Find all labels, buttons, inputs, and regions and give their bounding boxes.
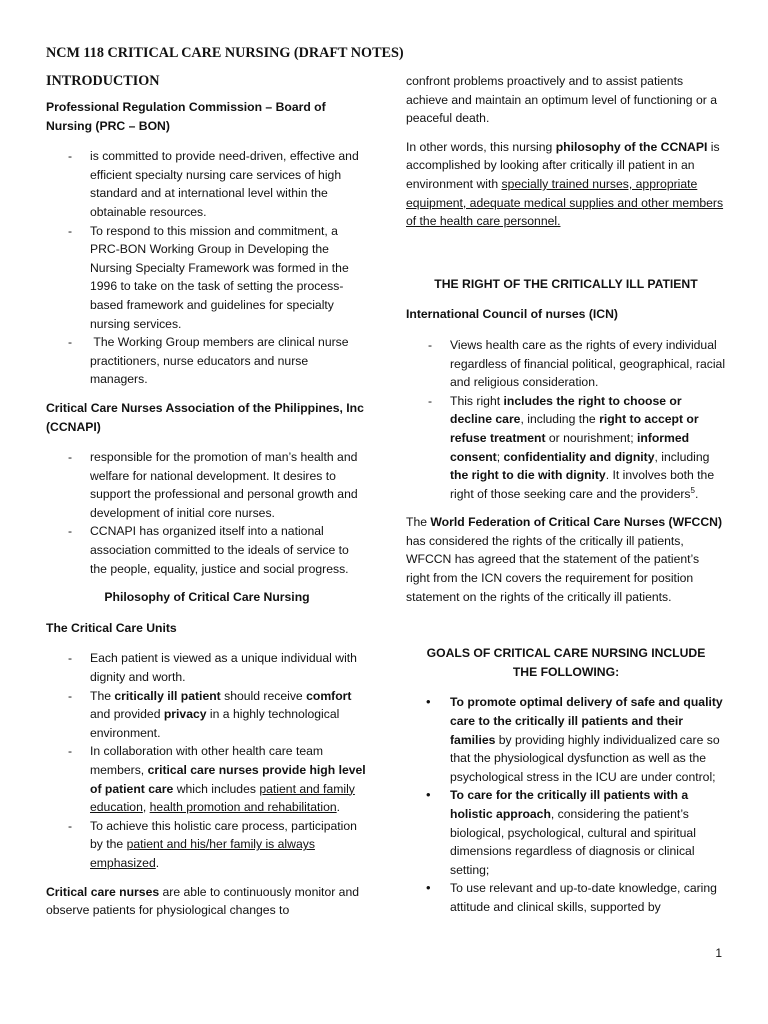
goals-list (406, 693, 726, 916)
list-item: • To care for the critically ill patients with a holistic approach, considering the patient’s biological, psychological, cultural and spiritual dimensions regardless of diagnosis or clinical setting; (426, 787, 696, 877)
prc-bon-heading: Professional Regulation Commission – Board of Nursing (PRC – BON) (46, 100, 326, 133)
continuation-paragraph: confront problems proactively and to assist patients achieve and maintain an optimum level of functioning or a peaceful death. (406, 74, 717, 126)
dash-marker: - (68, 149, 73, 164)
dash-marker: - (428, 337, 433, 352)
wfccn-paragraph: The World Federation of Critical Care Nurses (WFCCN) has considered the rights of the critically ill patients, WFCCN has agreed that the statement of the patient’s right from the ICN covers the requirement for position statement on the rights of the critically ill patients. (406, 515, 723, 604)
list-item: • To promote optimal delivery of safe and quality care to the critically ill patients and their families by providing highly individualized care so that the physiological dysfunction as well as the psychological stress in the ICU are under control; (426, 694, 723, 784)
list-item: - The Working Group members are clinical nurse practitioners, nurse educators and nurse managers. (68, 335, 352, 387)
bullet-marker: • (426, 787, 431, 803)
right-column (406, 72, 726, 917)
list-item: - Each patient is viewed as a unique individual with dignity and worth. (68, 651, 357, 685)
list-item: - To achieve this holistic care process, participation by the patient and his/her family is always emphasized. (68, 818, 357, 870)
list-item: - Views health care as the rights of every individual regardless of financial political, geographical, racial and religious consideration. (428, 337, 726, 390)
icn-heading: International Council of nurses (ICN) (406, 307, 618, 322)
page-number: 1 (715, 946, 722, 960)
dash-marker: - (68, 651, 73, 666)
ccnapi-list (46, 448, 368, 578)
list-item: - CCNAPI has organized itself into a national association committed to the ideals of service to the people, equality, justice and social progress. (68, 524, 349, 576)
dash-marker: - (428, 393, 433, 408)
dash-marker: - (68, 818, 73, 833)
patient-rights-heading: THE RIGHT OF THE CRITICALLY ILL PATIENT (434, 276, 698, 291)
list-item: - The critically ill patient should receive comfort and provided privacy in a highly technological environment. (68, 688, 352, 740)
critical-care-units-heading: The Critical Care Units (46, 620, 177, 635)
bullet-marker: • (426, 694, 431, 710)
section-heading-introduction: INTRODUCTION (46, 73, 160, 89)
goals-heading: GOALS OF CRITICAL CARE NURSING INCLUDE THE FOLLOWING: (426, 646, 706, 679)
list-item: - This right includes the right to choose or decline care, including the right to accept or refuse treatment or nourishment; informed consent; confidentiality and dignity, including the right to die with dignity. It involves both the right of those seeking care and the providers$^5$. (428, 393, 715, 501)
critical-care-units-list (46, 649, 368, 872)
philosophy-summary-paragraph: In other words, this nursing philosophy of the CCNAPI is accomplished by looking after critically ill patient in an environment with specially trained nurses, appropriate equipment, adequate medical supplies and other members of the health care personnel. (406, 139, 724, 229)
list-item: - To respond to this mission and commitment, a PRC-BON Working Group in Developing the Nursing Specialty Framework was formed in the 1996 to take on the task of setting the process-based framework and guidelines for specialty nursing services. (68, 223, 349, 331)
dash-marker: - (68, 450, 73, 465)
bullet-marker: • (426, 880, 431, 896)
left-column (46, 44, 404, 928)
prc-bon-list (46, 147, 368, 389)
philosophy-heading: Philosophy of Critical Care Nursing (104, 590, 310, 605)
monitor-paragraph: Critical care nurses are able to continuously monitor and observe patients for physiological changes to (46, 884, 360, 918)
dash-marker: - (68, 744, 73, 759)
footnote-marker: 5 (690, 485, 695, 495)
ccnapi-heading: Critical Care Nurses Association of the Philippines, Inc (CCNAPI) (46, 400, 364, 434)
document-title: NCM 118 CRITICAL CARE NURSING (DRAFT NOTES) (46, 45, 404, 61)
list-item: • To use relevant and up-to-date knowledge, caring attitude and clinical skills, supported by (426, 880, 717, 914)
list-item: - is committed to provide need-driven, effective and efficient specialty nursing care services of high standard and at international level within the obtainable resources. (68, 149, 359, 219)
dash-marker: - (68, 688, 73, 703)
dash-marker: - (68, 223, 73, 238)
dash-marker: - (68, 335, 73, 350)
icn-list (406, 336, 726, 503)
list-item: - In collaboration with other health care team members, critical care nurses provide high level of patient care which includes patient and family education, health promotion and rehabilitation. (68, 744, 366, 815)
list-item: - responsible for the promotion of man’s health and welfare for national development. It desires to support the professional and personal growth and development of initial core nurses. (68, 450, 358, 520)
dash-marker: - (68, 524, 73, 539)
